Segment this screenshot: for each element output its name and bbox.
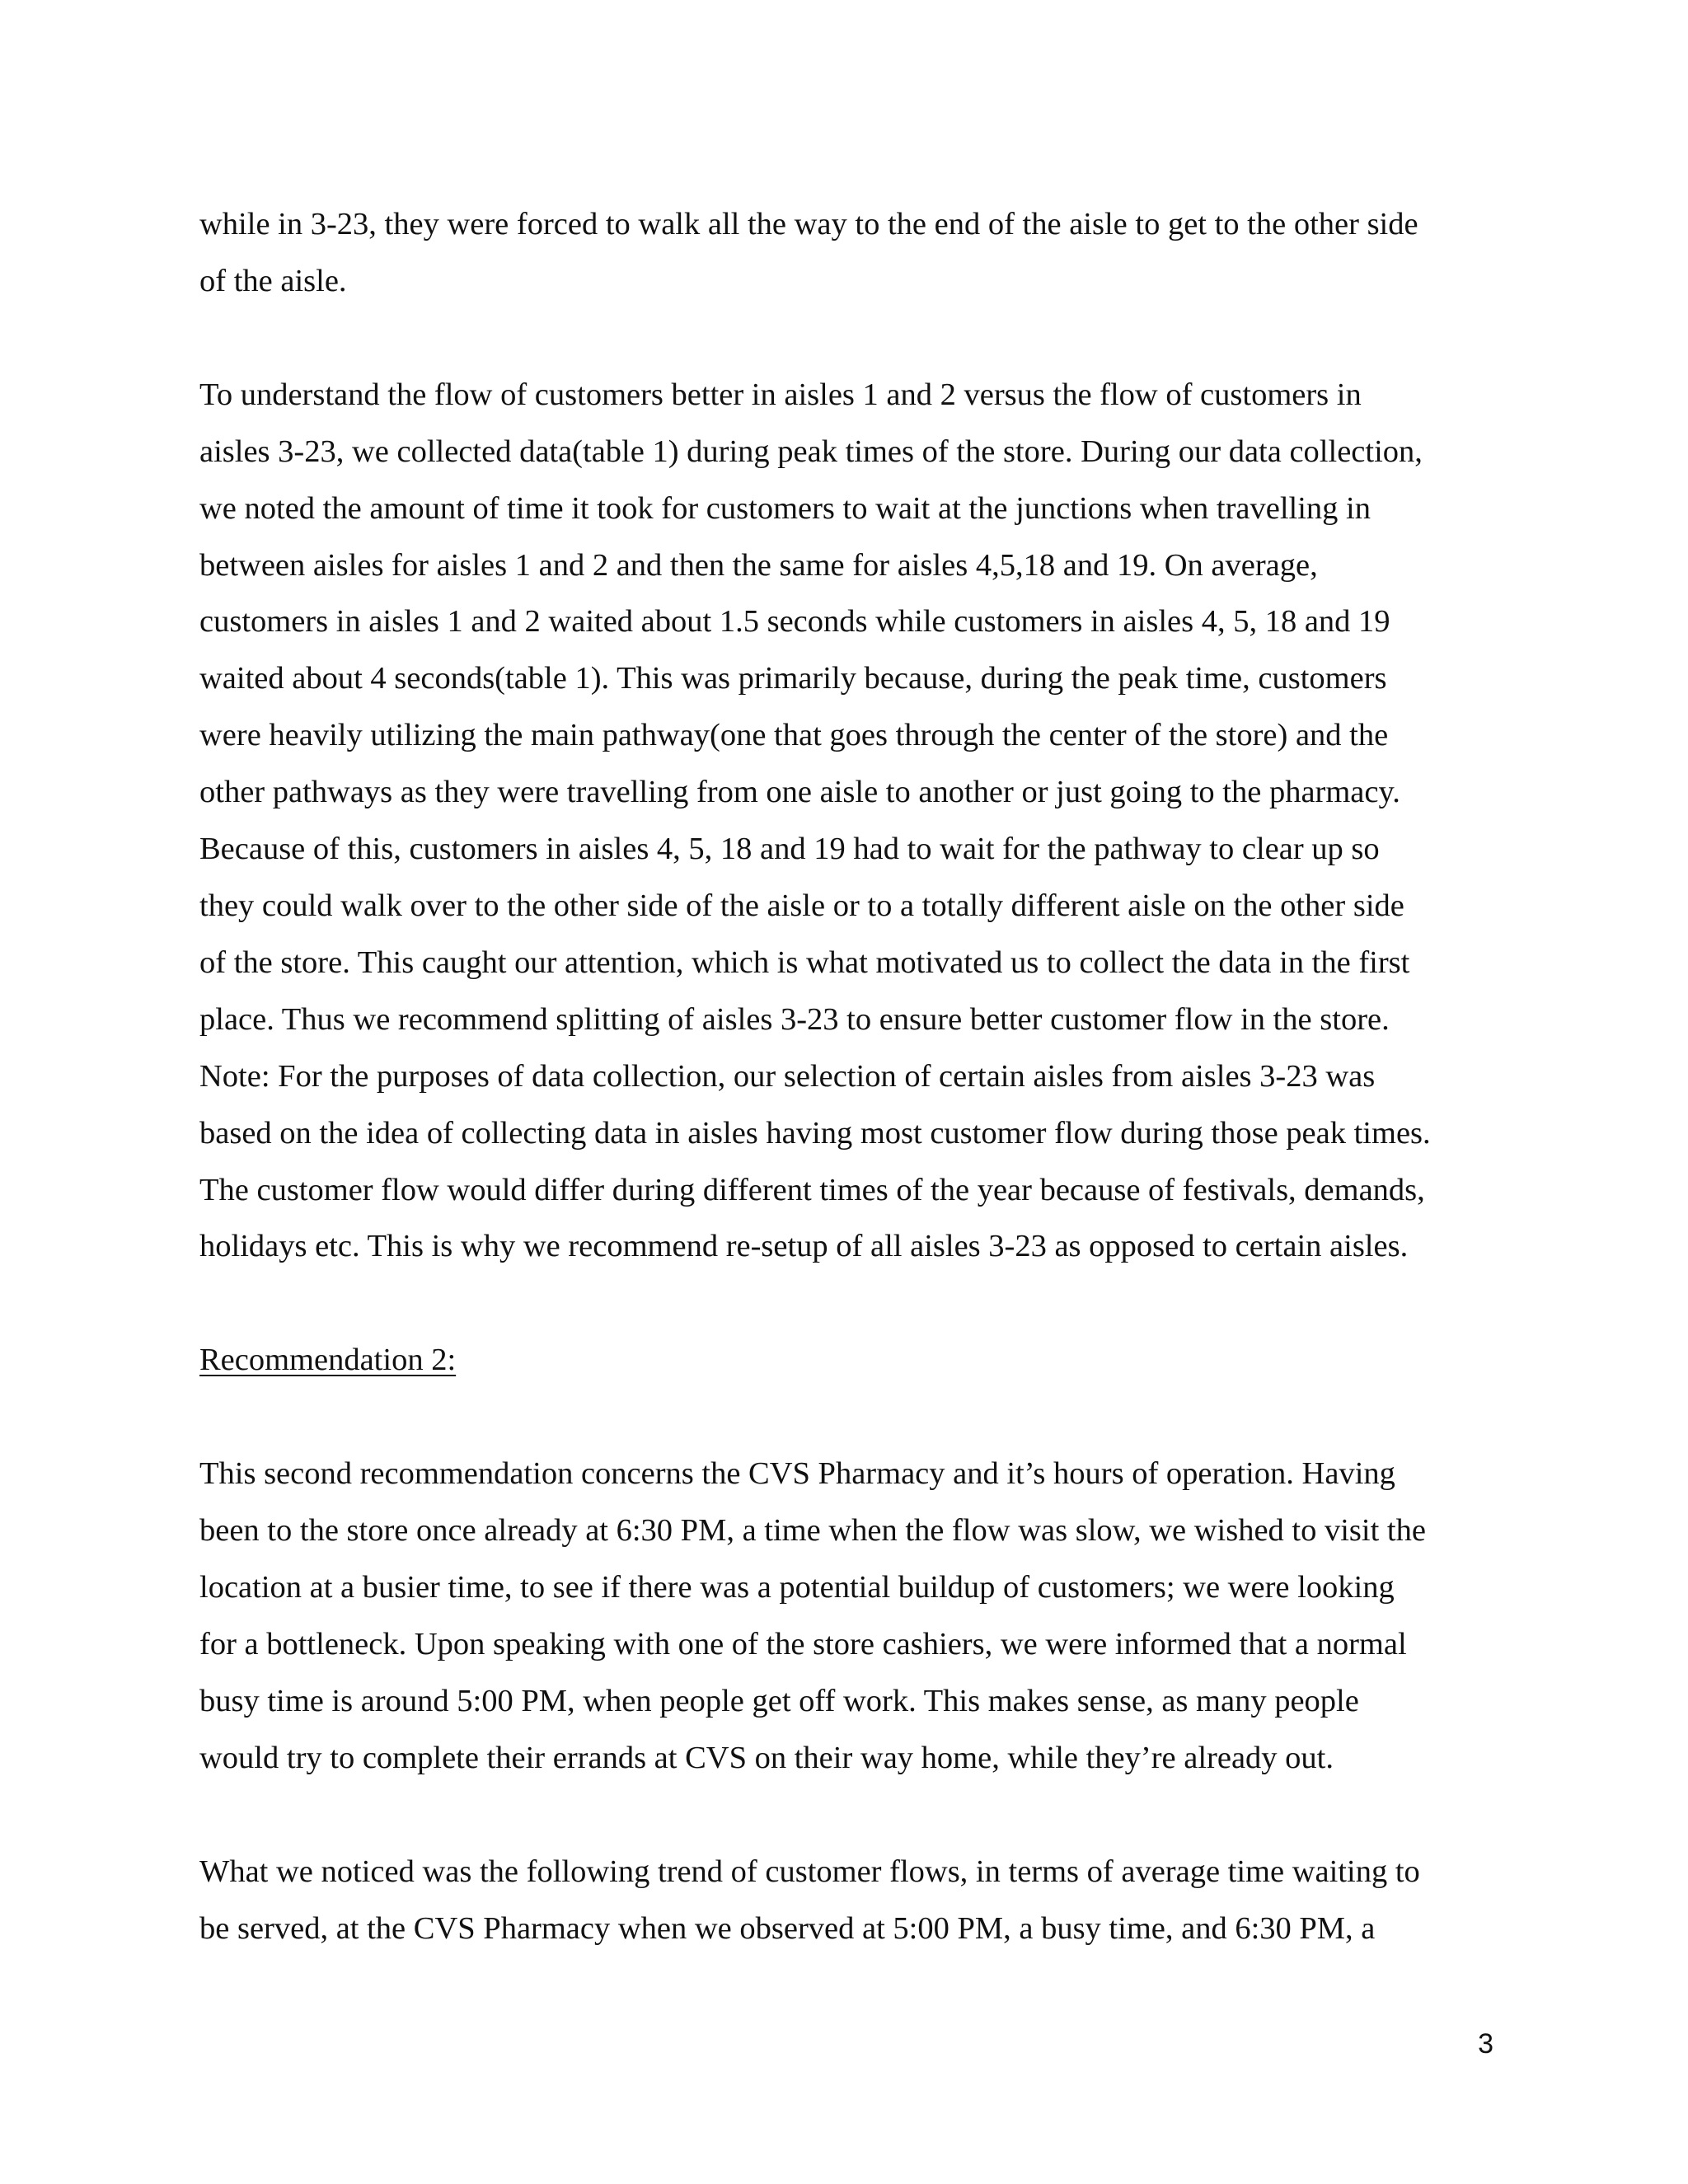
text-line: for a bottleneck. Upon speaking with one of the store cashiers, we were informed that a normal (199, 1626, 1407, 1661)
text-line: been to the store once already at 6:30 PM, a time when the flow was slow, we wished to visit the (199, 1513, 1426, 1549)
text-line: holidays etc. This is why we recommend re-setup of all aisles 3-23 as opposed to certain aisles. (199, 1229, 1409, 1264)
text-line: between aisles for aisles 1 and 2 and then the same for aisles 4,5,18 and 19. On average, (199, 547, 1318, 583)
text-line: aisles 3-23, we collected data(table 1) during peak times of the store. During our data collection, (199, 434, 1423, 469)
text-line: place. Thus we recommend splitting of aisles 3-23 to ensure better customer flow in the store. (199, 1001, 1390, 1037)
section-heading: Recommendation 2: (199, 1343, 457, 1378)
text-line: customers in aisles 1 and 2 waited about 1.5 seconds while customers in aisles 4, 5, 18 and 19 (199, 604, 1390, 640)
text-line: waited about 4 seconds(table 1). This was primarily because, during the peak time, customers (199, 661, 1387, 696)
text-line: Note: For the purposes of data collection, our selection of certain aisles from aisles 3-23 was (199, 1058, 1376, 1094)
text-line: would try to complete their errands at CVS on their way home, while they’re already out. (199, 1740, 1334, 1775)
text-line: To understand the flow of customers better in aisles 1 and 2 versus the flow of customers in (199, 377, 1362, 412)
paragraph-trend (199, 1844, 1502, 1957)
text-line: were heavily utilizing the main pathway(one that goes through the center of the store) and the (199, 718, 1389, 753)
text-line: other pathways as they were travelling from one aisle to another or just going to the pharmacy. (199, 775, 1400, 810)
paragraph-gap (199, 1787, 1502, 1844)
paragraph-gap (199, 1389, 1502, 1446)
text-line: What we noticed was the following trend of customer flows, in terms of average time waiting to (199, 1854, 1420, 1889)
text-line: location at a busier time, to see if there was a potential buildup of customers; we were looking (199, 1570, 1395, 1605)
text-line: The customer flow would differ during different times of the year because of festivals, demands, (199, 1172, 1425, 1207)
text-line: based on the idea of collecting data in aisles having most customer flow during those peak times. (199, 1115, 1431, 1151)
text-line: be served, at the CVS Pharmacy when we observed at 5:00 PM, a busy time, and 6:30 PM, a (199, 1910, 1376, 1946)
paragraph-customer-flow (199, 367, 1502, 1276)
text-line: while in 3-23, they were forced to walk all the way to the end of the aisle to get to the other side (199, 207, 1418, 241)
text-line: This second recommendation concerns the CVS Pharmacy and it’s hours of operation. Having (199, 1456, 1395, 1492)
text-line: Because of this, customers in aisles 4, 5, 18 and 19 had to wait for the pathway to clear up so (199, 832, 1380, 867)
text-line: they could walk over to the other side of the aisle or to a totally different aisle on the other side (199, 888, 1404, 923)
text-line: of the store. This caught our attention, which is what motivated us to collect the data in the first (199, 944, 1410, 980)
text-line: busy time is around 5:00 PM, when people get off work. This makes sense, as many people (199, 1683, 1359, 1718)
text-line: we noted the amount of time it took for customers to wait at the junctions when travelling in (199, 490, 1371, 526)
paragraph-pharmacy-hours (199, 1446, 1502, 1786)
page-number: 3 (1478, 2028, 1493, 2060)
text-line: of the aisle. (199, 263, 347, 298)
paragraph-aisle-walk (199, 196, 1502, 310)
paragraph-gap (199, 1275, 1502, 1332)
paragraph-gap (199, 310, 1502, 367)
document-page (199, 196, 1502, 1957)
